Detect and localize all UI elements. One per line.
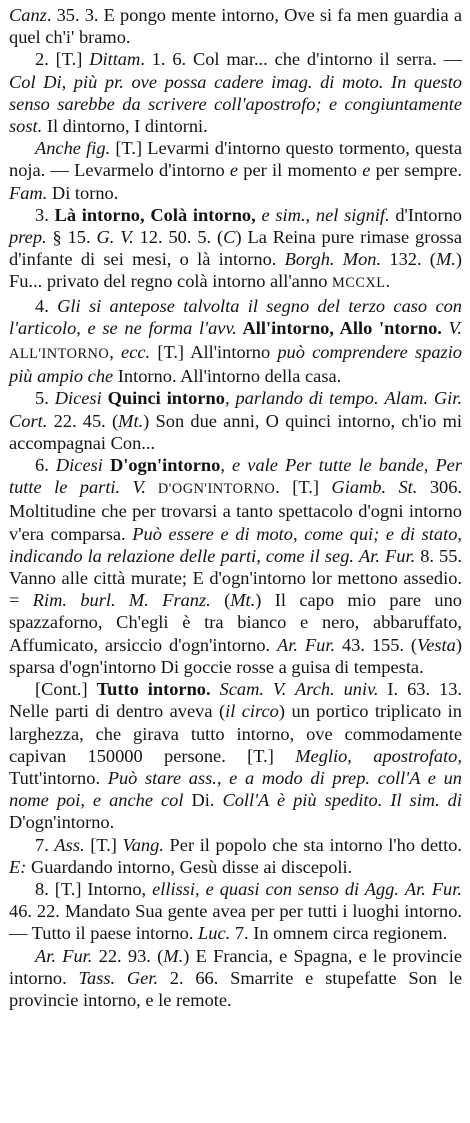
text-run: Meglio, apostrofato, <box>295 745 462 766</box>
text-run: C <box>223 227 236 248</box>
text-run: Vesta <box>417 634 456 655</box>
text-run: Coll'A è più spedito. Il sim. di <box>222 790 462 811</box>
text-run: ) un portico triplicato in larghezza, che girava tutto intorno, ove commodamente capivan 150000 persone. [T.] <box>9 701 462 766</box>
text-run: MCCXL <box>332 275 386 292</box>
text-run: . <box>385 271 391 292</box>
text-run: ) E Francia, e Spagna, e le provincie intorno. <box>9 945 462 988</box>
text-run: E: <box>9 856 27 877</box>
text-run: Intorno. All'intorno della casa. <box>113 366 342 387</box>
text-run: il circo <box>225 701 279 722</box>
text-run: Per il popolo che sta intorno l'ho detto. <box>163 834 463 855</box>
text-run: 4. <box>35 295 58 316</box>
text-run: Ar. Fur. <box>277 634 336 655</box>
entry-paragraph <box>9 454 462 678</box>
text-run: 132. ( <box>381 249 436 270</box>
text-run: Scam. V. Arch. univ. <box>219 679 379 700</box>
text-run: D'ogn'intorno. <box>9 812 115 833</box>
text-run: . 1. 6. Col mar... che d'intorno il serra. — <box>140 49 462 70</box>
text-run: per sempre. <box>370 160 463 181</box>
text-run: e <box>229 160 239 181</box>
entry-paragraph <box>9 878 462 945</box>
text-run: 22. 45. ( <box>47 410 119 431</box>
entry-paragraph <box>9 945 462 1012</box>
entry-paragraph <box>9 834 462 878</box>
text-run: Mt. <box>118 410 144 431</box>
text-run: 6. <box>35 455 56 476</box>
text-run: V. <box>441 317 462 338</box>
text-run: ) Il capo mio pare uno spazzaforno, Ch'egli è tra bianco e nero, abbaruffato, Affumicato, arsiccio d'ogn'intorno. <box>9 590 462 655</box>
text-run: 12. 50. 5. ( <box>133 227 224 248</box>
text-run: M. <box>163 945 184 966</box>
entry-paragraph <box>9 4 462 48</box>
text-run: 2. [T.] <box>35 49 90 70</box>
text-run: Gli si antepose talvolta il segno del terzo caso con l'articolo, e se ne forma l'avv. <box>9 295 463 338</box>
text-run: 306. Moltitudine che per trovarsi a tanto spettacolo d'ogni intorno v'era comparsa. <box>9 477 462 544</box>
text-run: ( <box>210 590 231 611</box>
entry-paragraph <box>9 137 462 204</box>
text-run: Luc. <box>198 923 231 944</box>
text-run: ) La Reina pure rimase grossa d'infante di sei mesi, o là intorno. <box>9 227 462 270</box>
entry-paragraph <box>9 204 462 295</box>
text-run: Di torno. <box>47 182 119 203</box>
text-run: . [T.] <box>275 477 332 498</box>
text-run: 46. 22. Mandato Sua gente avea per per tutti i luoghi intorno. — Tutto il paese intorno. <box>9 901 462 944</box>
text-run: Ar. Fur. <box>35 945 93 966</box>
text-run: , parlando di tempo. <box>224 388 379 409</box>
text-run: Guardando intorno, Gesù disse ai discepoli. <box>26 856 353 877</box>
text-run: Il dintorno, I dintorni. <box>42 116 208 137</box>
text-run: Col Di, più pr. ove possa cadere imag. di moto. In questo senso sarebbe da scrivere coll'apostrofo; e congiuntamente sost. <box>9 71 462 137</box>
text-run: D'ogn'intorno <box>102 455 221 476</box>
text-run: [T.] Levarmi d'intorno questo tormento, questa noja. — Levarmelo d'intorno <box>9 138 463 181</box>
entry-paragraph <box>9 387 462 454</box>
text-run <box>211 679 220 699</box>
text-run: D'OGN'INTORNO <box>146 481 276 498</box>
text-run: per il momento <box>238 160 363 181</box>
text-run: I. 63. 13. Nelle parti di dentro aveva ( <box>9 679 462 722</box>
text-run: Quinci intorno <box>101 388 225 409</box>
text-run: § 15. <box>46 227 97 248</box>
text-run: Canz <box>9 5 47 25</box>
text-run: Borgh. Mon. <box>284 249 382 270</box>
text-run: Giamb. St. <box>331 477 418 498</box>
text-run: 7. <box>35 834 55 855</box>
text-run: , <box>109 342 122 363</box>
text-run: Può stare ass., e a modo di prep. coll'A e un nome poi, e anche col <box>9 767 462 811</box>
text-run: M. <box>435 249 456 270</box>
text-run: Alam. Gir. Cort. <box>9 388 462 431</box>
text-run: prep. <box>9 227 47 248</box>
text-run: Dicesi <box>55 455 103 476</box>
text-run: Fam. <box>9 182 48 203</box>
text-run: 8. [T.] Intorno, <box>35 878 153 899</box>
text-run: e sim., nel signif. <box>255 204 390 225</box>
text-run: 3. <box>35 204 55 225</box>
text-run: Ar. Fur. <box>404 878 462 899</box>
entry-paragraph <box>9 295 462 388</box>
text-run: Dittam <box>89 49 141 70</box>
text-run: ellissi, e quasi con senso di Agg. <box>152 878 399 899</box>
text-run: Vang. <box>122 834 164 855</box>
text-run: , e vale Per tutte le bande, Per tutte le parti. V. <box>9 455 463 498</box>
text-run: Di. <box>183 790 223 811</box>
text-run: 8. 55. Vanno alle città murate; E d'ogn'intorno lor mettono assedio. = <box>9 545 462 611</box>
text-run: Rim. burl. M. Franz. <box>32 590 211 611</box>
text-run: Ar. Fur. <box>359 545 416 566</box>
text-run: 5. <box>35 388 55 409</box>
text-run: Mt. <box>230 590 256 611</box>
text-run: Tass. Ger. <box>78 967 159 988</box>
text-run: Ass. <box>54 834 85 855</box>
entry-paragraph <box>9 48 462 137</box>
text-run: . 35. 3. E pongo mente intorno, Ove si fa men guardia a quel ch'i' bramo. <box>9 5 462 48</box>
entry-paragraph <box>9 678 462 833</box>
text-run: ) Son due anni, O quinci intorno, ch'io mi accompagnai Con... <box>9 410 462 453</box>
text-run: 7. In omnem circa regionem. <box>230 923 448 944</box>
text-run: ) Fu... privato del regno colà intorno all'anno <box>9 249 462 292</box>
text-run: Dicesi <box>54 388 102 409</box>
text-run: 2. 66. Smarrite e stupefatte Son le provincie intorno, e le remote. <box>9 967 462 1010</box>
text-run: Tutt'intorno. <box>9 767 108 788</box>
text-run: [Cont.] <box>35 679 97 700</box>
text-run: Può essere e di moto, come qui; e di stato, indicando la relazione delle parti, come il seg. <box>9 523 462 566</box>
text-run: 43. 155. ( <box>335 634 418 655</box>
text-run: G. V. <box>96 227 134 248</box>
text-run: d'Intorno <box>389 204 462 225</box>
text-run: può comprendere spazio più ampio che <box>9 342 462 387</box>
text-run: ecc. <box>121 342 151 363</box>
text-run: Là intorno, Colà intorno, <box>54 204 256 225</box>
text-run: ) sparsa d'ogn'intorno Di goccie rosse a guisa di tempesta. <box>9 634 462 677</box>
text-run: [T.] All'intorno <box>150 342 278 363</box>
text-run: ALL'INTORNO <box>9 346 110 363</box>
text-run: [T.] <box>84 834 123 855</box>
text-run: e <box>362 160 371 181</box>
text-run: Anche fig. <box>35 138 111 159</box>
text-run: Tutto intorno. <box>96 679 211 700</box>
text-run: All'intorno, Allo 'ntorno. <box>236 317 442 338</box>
text-run: 22. 93. ( <box>92 945 164 966</box>
